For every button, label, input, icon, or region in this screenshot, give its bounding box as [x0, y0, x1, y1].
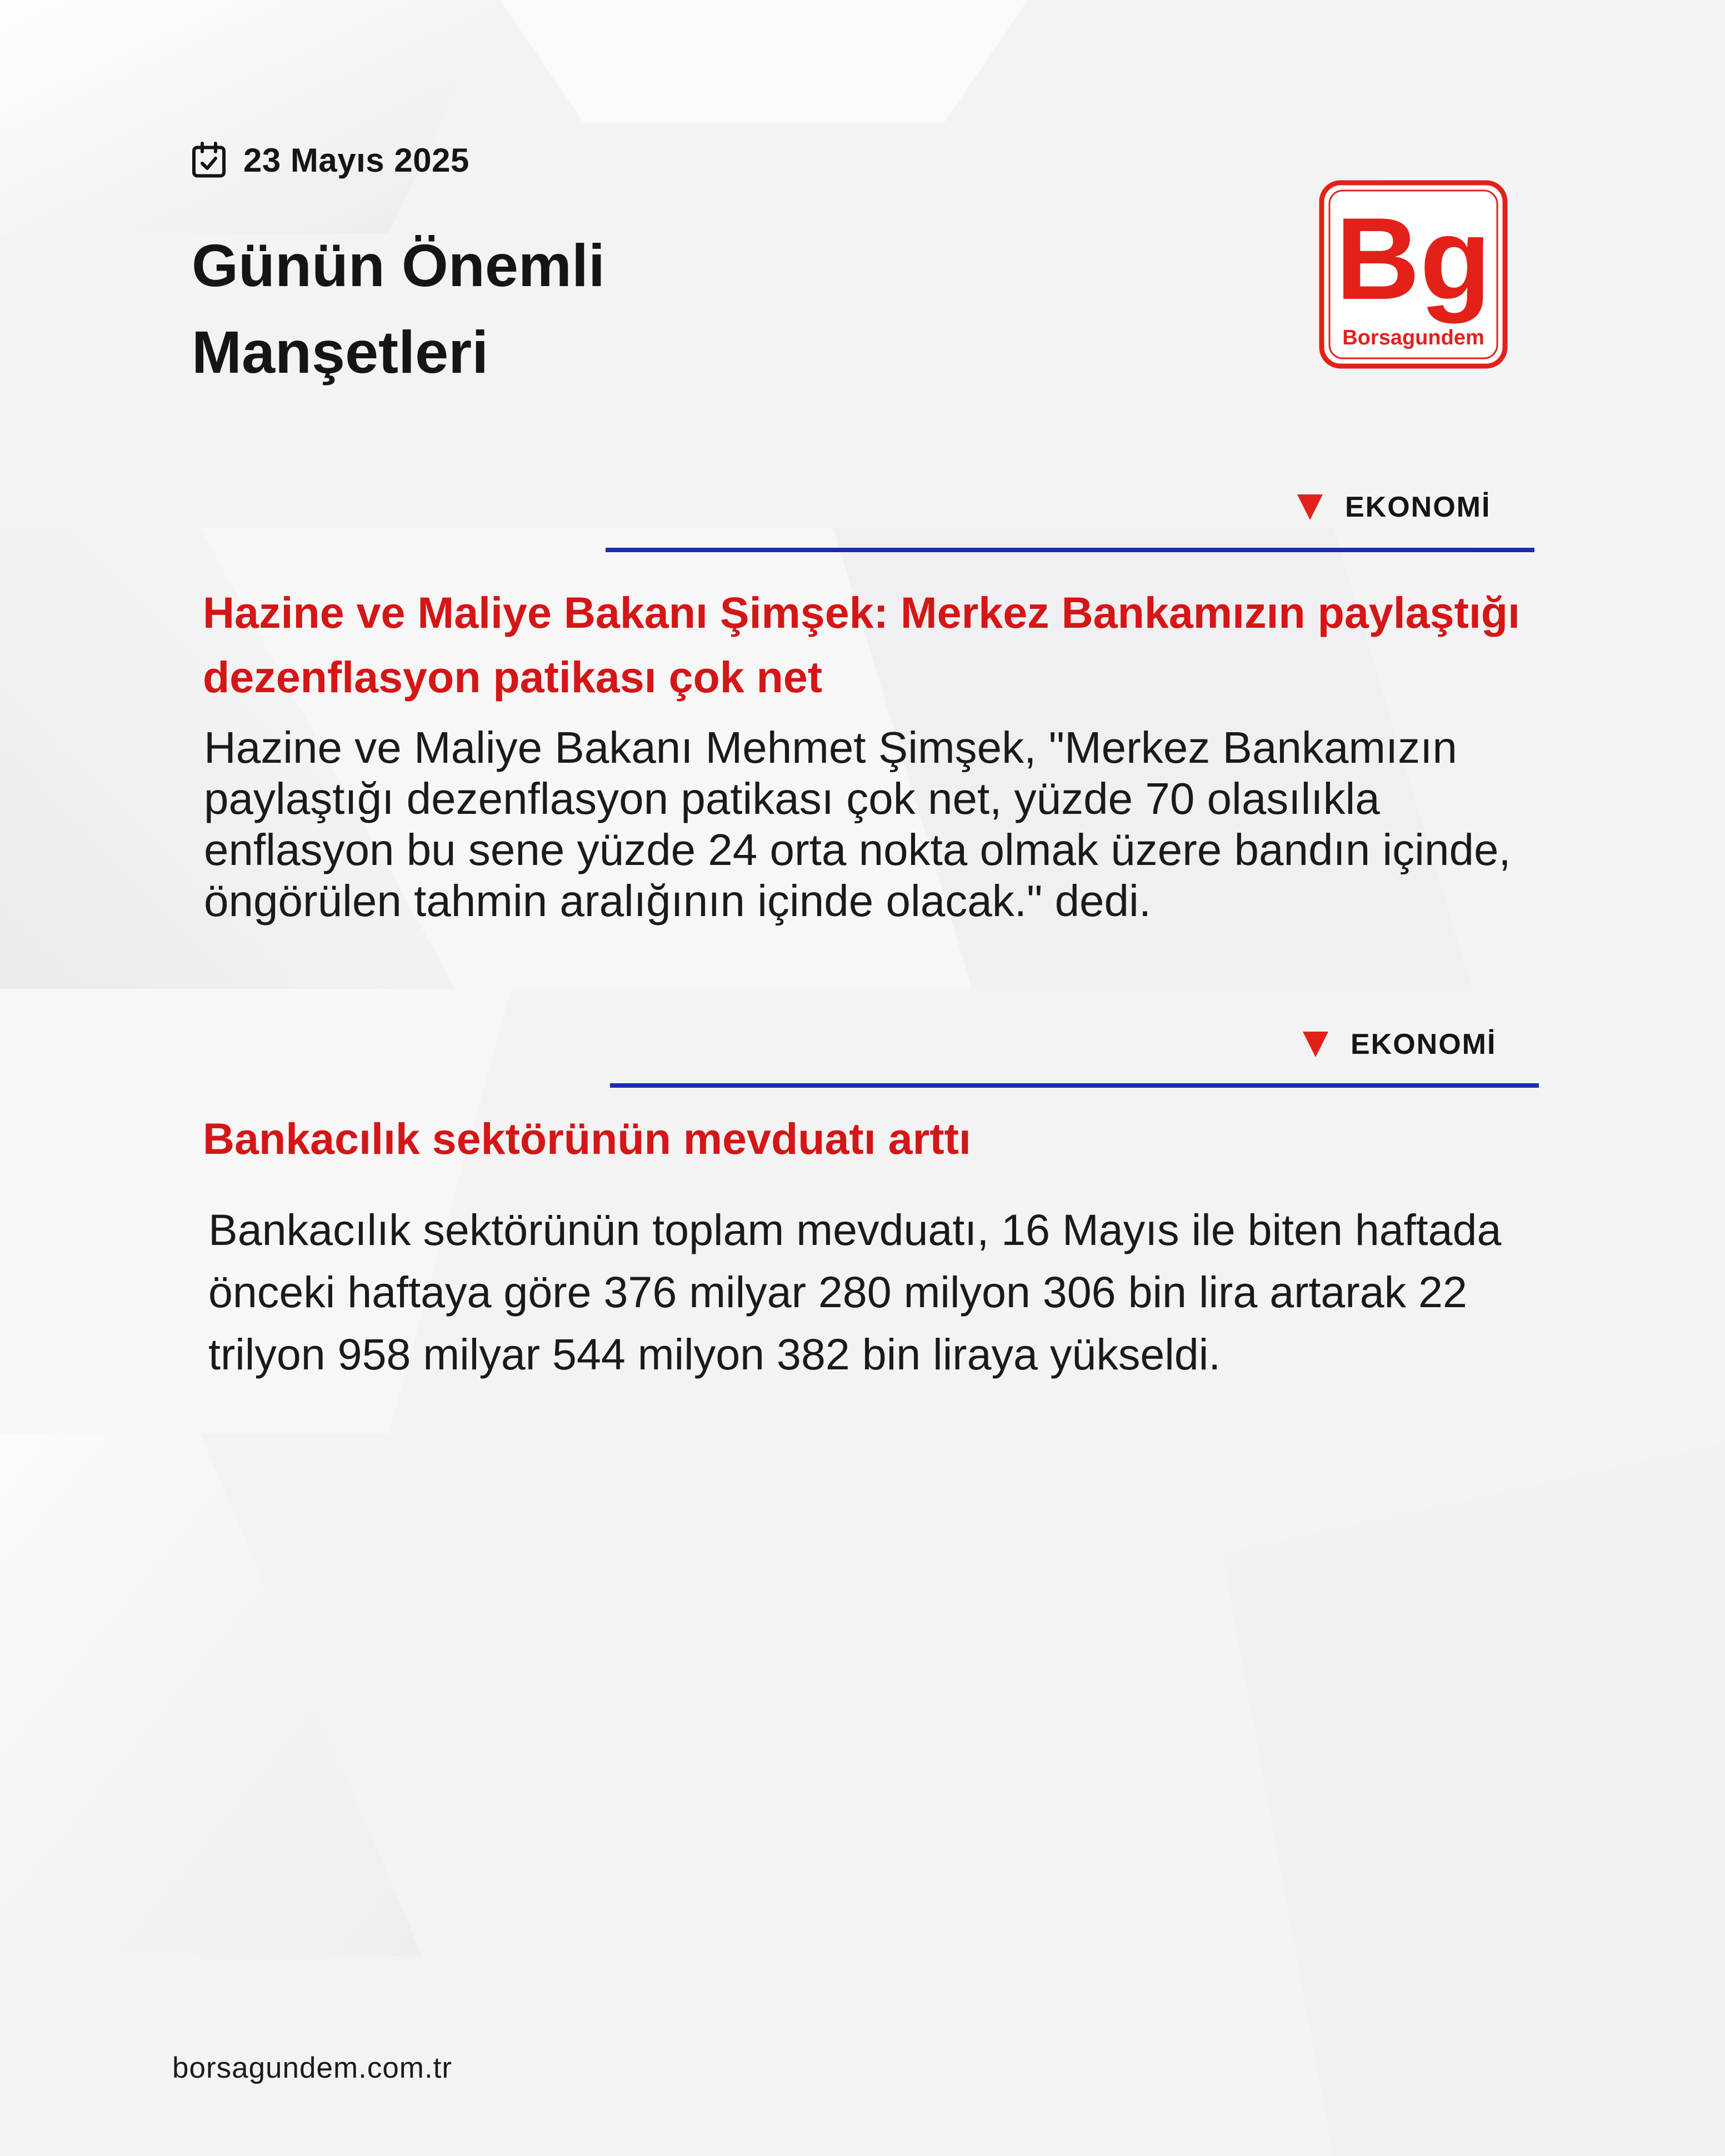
section-divider [606, 548, 1534, 552]
category-row [1303, 1028, 1496, 1061]
triangle-down-icon [1297, 494, 1323, 520]
calendar-check-icon [189, 139, 229, 181]
logo-name: Borsagundem [1342, 326, 1484, 349]
date-label: 23 Mayıs 2025 [243, 141, 469, 179]
article-headline[interactable]: Bankacılık sektörünün mevduatı arttı [203, 1114, 971, 1163]
article-body: Bankacılık sektörünün toplam mevduatı, 16 Mayıs ile biten haftada önceki haftaya göre 376 milyar 280 milyon 306 bin lira artarak 22 trilyon 958 milyar 544 milyon 382 bin liraya yükseldi. [208, 1205, 1502, 1379]
footer-url[interactable]: borsagundem.com.tr [172, 2052, 453, 2084]
article-body: Hazine ve Maliye Bakanı Mehmet Şimşek, "Merkez Bankamızın paylaştığı dezenflasyon patikası çok net, yüzde 70 olasılıkla enflasyon bu sene yüzde 24 orta nokta olmak üzere bandın içinde, öngörülen tahmin aralığının içinde olacak." dedi. [204, 723, 1511, 926]
section-divider [610, 1083, 1539, 1088]
article-headline[interactable]: Hazine ve Maliye Bakanı Şimşek: Merkez Bankamızın paylaştığı dezenflasyon patikası çok net [203, 588, 1521, 702]
category-row [1297, 491, 1491, 524]
page-title: Günün Önemli Manşetleri [192, 232, 605, 386]
borsagundem-logo[interactable] [1318, 179, 1508, 369]
category-label: EKONOMİ [1345, 491, 1491, 523]
category-label: EKONOMİ [1351, 1028, 1497, 1061]
triangle-down-icon [1303, 1032, 1328, 1057]
logo-mark: Bg [1336, 193, 1491, 324]
date-row [189, 139, 469, 181]
